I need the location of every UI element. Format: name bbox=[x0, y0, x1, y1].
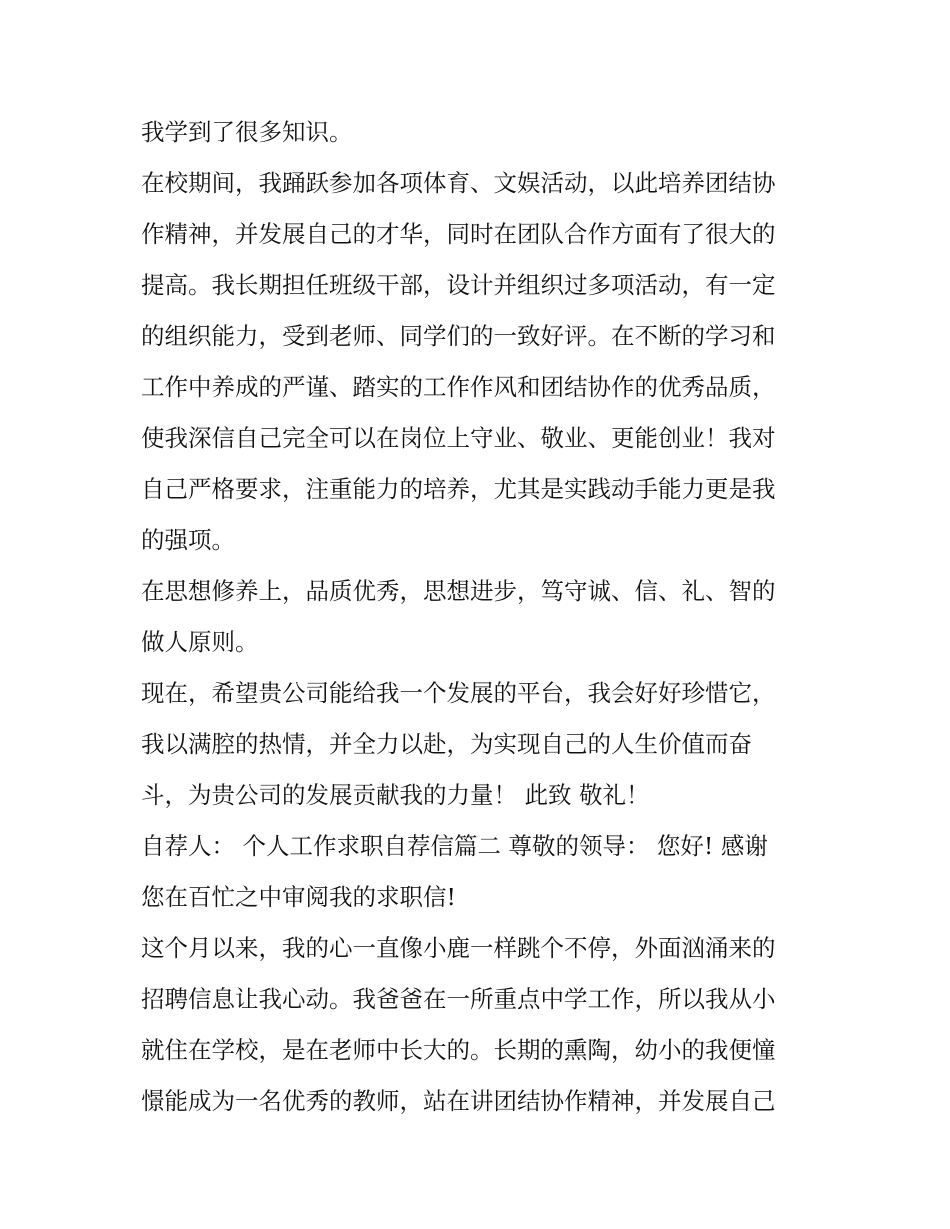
text-line: 我以满腔的热情，并全力以赴，为实现自己的人生价值而奋 bbox=[141, 730, 752, 758]
letter-body bbox=[141, 107, 821, 1127]
text-line: 斗，为贵公司的发展贡献我的力量！ 此致 敬礼！ bbox=[141, 781, 650, 809]
text-line: 我学到了很多知识。 bbox=[141, 118, 353, 146]
text-line: 现在，希望贵公司能给我一个发展的平台，我会好好珍惜它， bbox=[141, 679, 776, 707]
text-line: 就住在学校，是在老师中长大的。长期的熏陶，幼小的我便憧 bbox=[141, 1036, 776, 1064]
text-line: 憬能成为一名优秀的教师，站在讲团结协作精神，并发展自己 bbox=[141, 1087, 776, 1115]
text-line: 在校期间，我踊跃参加各项体育、文娱活动，以此培养团结协 bbox=[141, 169, 776, 197]
text-line: 您在百忙之中审阅我的求职信! bbox=[141, 883, 456, 911]
text-line: 的组织能力，受到老师、同学们的一致好评。在不断的学习和 bbox=[141, 322, 776, 350]
text-line: 工作中养成的严谨、踏实的工作作风和团结协作的优秀品质， bbox=[141, 373, 776, 401]
text-line: 自己严格要求，注重能力的培养，尤其是实践动手能力更是我 bbox=[141, 475, 776, 503]
text-line: 这个月以来，我的心一直像小鹿一样跳个不停，外面汹涌来的 bbox=[141, 934, 776, 962]
text-line: 作精神，并发展自己的才华，同时在团队合作方面有了很大的 bbox=[141, 220, 776, 248]
text-line: 使我深信自己完全可以在岗位上守业、敬业、更能创业！我对 bbox=[141, 424, 776, 452]
text-line: 招聘信息让我心动。我爸爸在一所重点中学工作，所以我从小 bbox=[141, 985, 776, 1013]
text-line: 自荐人： 个人工作求职自荐信篇二 尊敬的领导： 您好! 感谢 bbox=[141, 832, 768, 860]
text-line: 在思想修养上，品质优秀，思想进步，笃守诚、信、礼、智的 bbox=[141, 577, 776, 605]
text-line: 的强项。 bbox=[141, 526, 235, 554]
text-line: 提高。我长期担任班级干部，设计并组织过多项活动，有一定 bbox=[141, 271, 776, 299]
text-line: 做人原则。 bbox=[141, 628, 259, 656]
